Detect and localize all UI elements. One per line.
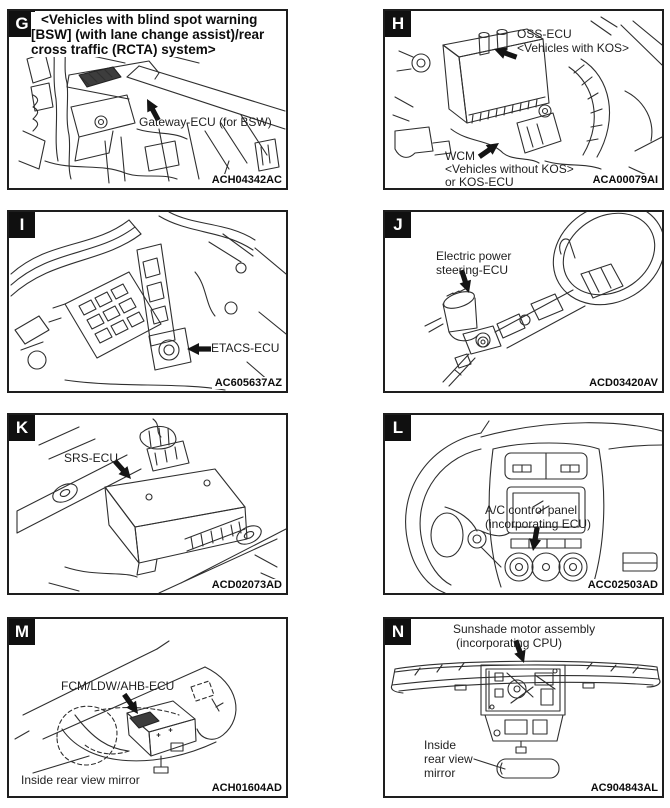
label-sunshade-line2: (incorporating CPU) (456, 636, 563, 650)
panel-n (383, 617, 664, 798)
label-wcm: WCM (445, 149, 475, 163)
panel-m-line-art (9, 619, 286, 796)
panel-letter-badge: M (9, 619, 35, 645)
panel-l (383, 413, 664, 595)
label-mirror-line2: rear view (424, 752, 473, 766)
figure-code: ACD03420AV (586, 377, 658, 389)
label-wcm-sub1: <Vehicles without KOS> (445, 162, 574, 176)
panel-k (7, 413, 288, 595)
figure-code: AC605637AZ (212, 377, 282, 389)
header-line: <Vehicles with blind spot warning (41, 12, 258, 27)
label-eps-ecu-line2: steering-ECU (436, 263, 509, 277)
panel-letter-badge: I (9, 212, 35, 238)
panel-k-line-art (9, 415, 286, 593)
panel-letter-badge: L (385, 415, 411, 441)
label-sunshade-line1: Sunshade motor assembly (453, 622, 596, 636)
panel-m (7, 617, 288, 798)
panel-j-line-art (385, 212, 662, 391)
label-gateway-ecu: Gateway-ECU (for BSW) (139, 115, 272, 129)
label-wcm-sub2: or KOS-ECU (445, 175, 514, 189)
label-etacs-ecu: ETACS-ECU (211, 341, 280, 355)
label-ac-panel-line2: (incorporating ECU) (485, 517, 592, 531)
pointer-arrow (492, 43, 519, 62)
panel-letter-badge: N (385, 619, 411, 645)
figure-code: ACD02073AD (209, 579, 282, 591)
label-fcm-ldw-ahb-ecu: FCM/LDW/AHB-ECU (61, 679, 175, 693)
label-eps-ecu-line1: Electric power (436, 249, 512, 263)
panel-h (383, 9, 664, 190)
pointer-arrow (119, 691, 143, 718)
label-ac-panel-line1: A/C control panel (485, 503, 578, 517)
label-oss-ecu: OSS-ECU (517, 27, 572, 41)
panel-i (7, 210, 288, 393)
label-srs-ecu: SRS-ECU (64, 451, 119, 465)
figure-code: ACC02503AD (585, 579, 658, 591)
figure-code: ACH04342AC (209, 174, 282, 186)
label-inside-rear-view-mirror: Inside rear view mirror (21, 773, 140, 787)
figure-code: ACA00079AI (590, 174, 658, 186)
panel-letter-badge: G (9, 11, 35, 37)
pointer-arrow (187, 343, 211, 355)
header-line: [BSW] (with lane change assist)/rear (31, 27, 265, 42)
panel-j (383, 210, 664, 393)
panel-letter-badge: H (385, 11, 411, 37)
label-mirror-line1: Inside (424, 738, 457, 752)
panel-g-header (31, 12, 264, 57)
panel-i-line-art (9, 212, 286, 391)
panel-letter-badge: K (9, 415, 35, 441)
label-oss-ecu-sub: <Vehicles with KOS> (517, 41, 630, 55)
header-line: cross traffic (RCTA) system> (31, 42, 216, 57)
panel-letter-badge: J (385, 212, 411, 238)
label-mirror-line3: mirror (424, 766, 456, 780)
figure-code: ACH01604AD (209, 782, 282, 794)
panel-g (7, 9, 288, 190)
figure-code: AC904843AL (588, 782, 658, 794)
